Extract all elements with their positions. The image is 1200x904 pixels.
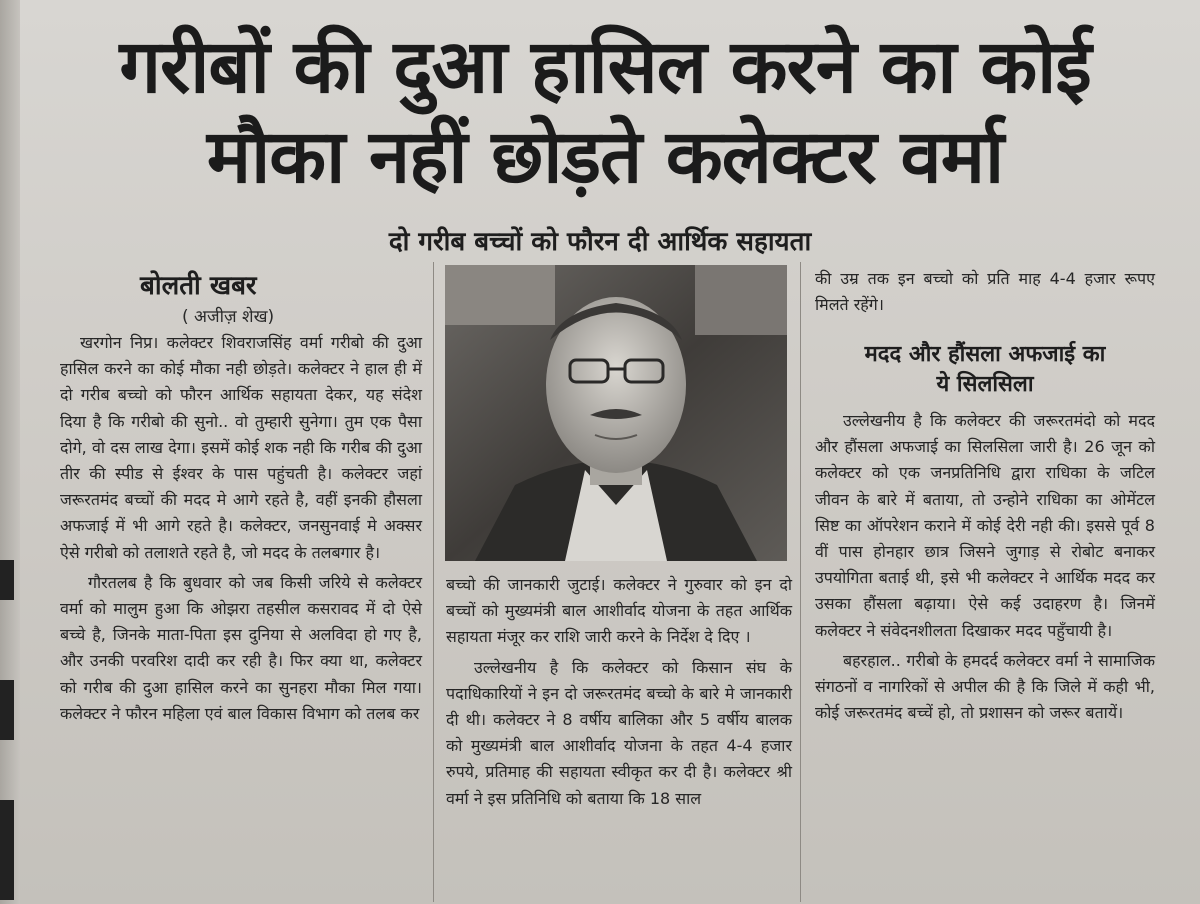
column-3-lead [815, 266, 1155, 322]
subheadline: दो गरीब बच्चों को फौरन दी आर्थिक सहायता [388, 227, 812, 257]
paragraph: की उम्र तक इन बच्चो को प्रति माह 4-4 हजार रूपए मिलते रहेंगे। [815, 269, 1155, 315]
column-1 [60, 330, 422, 731]
page-left-edge [0, 0, 20, 904]
paragraph: बच्चो की जानकारी जुटाई। कलेक्टर ने गुरुवार को इन दो बच्चों को मुख्यमंत्री बाल आशीर्वाद योजना के तहत आर्थिक सहायता मंजूर कर राशि जारी करने के निर्देश दे दिए । [446, 575, 792, 647]
paragraph: उल्लेखनीय है कि कलेक्टर की जरूरतमंदो को मदद और हौंसला अफजाई का सिलसिला जारी है। 26 जून को कलेक्टर को एक जनप्रतिनिधि द्वारा राधिका के जटिल जीवन के बारे में बताया, तो उन्होने राधिका का ओमेंटल सिष्ट का ऑपरेशन कराने में कोई देरी नही की। इससे पूर्व 8 वीं पास होनहार छात्र जिसने जुगाड़ से रोबोट बनाकर उपयोगिता बताई थी, इसे भी कलेक्टर ने आर्थिक मदद कर उसका हौंसला बढ़ाया। ऐसे कई उदाहरण है। जिनमें कलेक्टर ने संवेदनशीलता दिखाकर मदद पहुँचायी है। [815, 411, 1155, 640]
headline-line-2: मौका नहीं छोड़ते कलेक्टर वर्मा [206, 114, 1004, 200]
section-subheading-line-1: मदद और हौंसला अफजाई का [864, 342, 1106, 367]
paragraph: गौरतलब है कि बुधवार को जब किसी जरिये से कलेक्टर वर्मा को मालुम हुआ कि ओझरा तहसील कसरावद में दो ऐसे बच्चे है, जिनके माता-पिता इस दुनिया से अलविदा हो गए है, और उनकी परवरिश दादी कर रही है। फिर क्या था, कलेक्टर को गरीब की दुआ हासिल करने का सुनहरा मौका मिल गया। कलेक्टर ने फौरन महिला एवं बाल विकास विभाग को तलब कर [60, 572, 422, 723]
paragraph: बहरहाल.. गरीबो के हमदर्द कलेक्टर वर्मा ने सामाजिक संगठनों व नागरिकों से अपील की है कि जिले में कही भी, कोई जरूरतमंद बच्चें हो, तो प्रशासन को जरूर बतायें। [815, 650, 1155, 723]
section-subheading [815, 340, 1155, 400]
column-3 [815, 408, 1155, 730]
paragraph: उल्लेखनीय है कि कलेक्टर को किसान संघ के पदाधिकारियों ने इन दो जरूरतमंद बच्चो के बारे मे जानकारी दी थी। कलेक्टर ने 8 वर्षीय बालिका और 5 वर्षीय बालक को मुख्यमंत्री बाल आशीर्वाद योजना के तहत 4-4 हजार रुपये, प्रतिमाह की सहायता स्वीकृत कर दी है। कलेक्टर श्री वर्मा ने इस प्रतिनिधि को बताया कि 18 साल [446, 657, 792, 808]
section-subheading-line-2: ये सिलसिला [936, 372, 1034, 397]
edge-mark [0, 800, 14, 900]
column-divider [433, 262, 434, 902]
portrait-illustration [445, 265, 787, 561]
column-divider [800, 262, 801, 902]
column-2 [446, 572, 792, 816]
author-byline: ( अजीज़ शेख) [182, 307, 275, 327]
edge-mark [0, 680, 14, 740]
portrait-photo [445, 265, 787, 561]
paragraph: खरगोन निप्र। कलेक्टर शिवराजसिंह वर्मा गरीबो की दुआ हासिल करने का कोई मौका नही छोड़ते। कलेक्टर ने हाल ही में दो गरीब बच्चो को फौरन आर्थिक सहायता देकर, यह संदेश दिया है कि गरीबो की सुनो.. वो तुम्हारी सुनेगा। तुम एक पैसा दोगे, वो दस लाख देगा। इसमें कोई शक नही कि गरीब की दुआ तीर की स्पीड से ईश्वर के पास पहुंचती है। कलेक्टर जहां जरूरतमंद बच्चों की मदद मे आगे रहते है, वहीं इनकी हौसला अफजाई में भी आगे रहते है। कलेक्टर, जनसुनवाई मे अक्सर ऐसे गरीबो को तलाशते रहते है, जो मदद के तलबगार है। [60, 333, 422, 562]
edge-mark [0, 560, 14, 600]
headline-line-1: गरीबों की दुआ हासिल करने का कोई [119, 24, 1091, 110]
column-title: बोलती खबर [140, 271, 257, 301]
